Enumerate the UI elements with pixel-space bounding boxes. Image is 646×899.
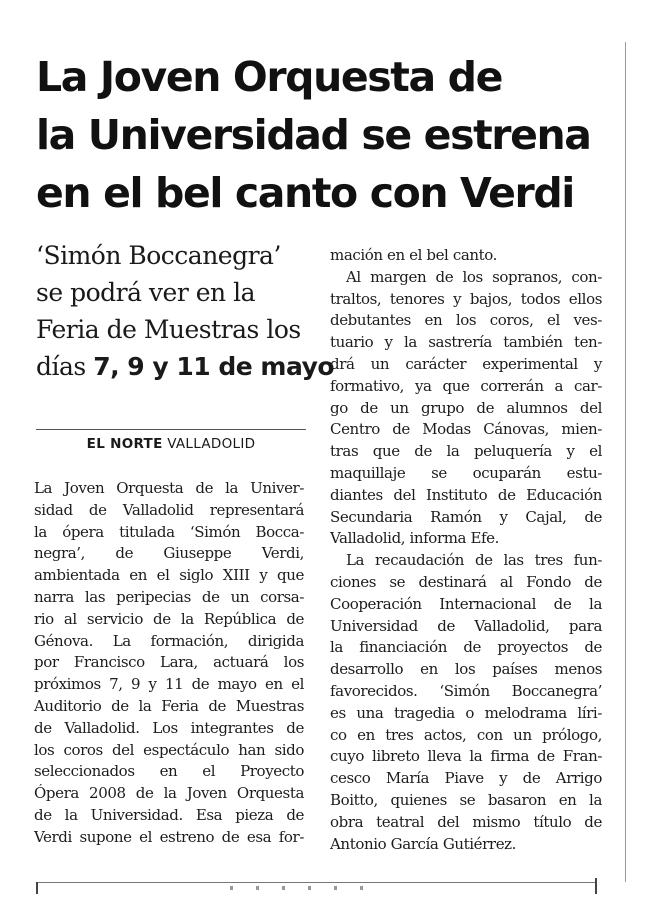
subhead-prefix: días — [36, 352, 94, 381]
body-line: Ópera 2008 de la Joven Orquesta — [34, 784, 304, 803]
body-line: rio al servicio de la República de — [34, 609, 304, 628]
body-line: por Francisco Lara, actuará los — [34, 653, 304, 672]
body-line: los coros del espectáculo han sido — [34, 740, 304, 759]
body-line: debutantes en los coros, el ves- — [330, 311, 602, 330]
body-line: ciones se destinará al Fondo de — [330, 572, 602, 591]
subhead-dates: 7, 9 y 11 de mayo — [93, 352, 335, 381]
headline-line: La Joven Orquesta de — [36, 53, 503, 101]
body-line: formativo, ya que correrán a car- — [330, 376, 602, 395]
body-line: La Joven Orquesta de la Univer- — [34, 479, 304, 497]
article-headline — [36, 48, 606, 222]
subhead-line — [36, 348, 335, 385]
body-line: la financiación de proyectos de — [330, 638, 602, 657]
body-line: tras que de la peluquería y el — [330, 442, 602, 461]
body-line: Boitto, quienes se basaron en la — [330, 790, 602, 809]
body-line: favorecidos. ‘Simón Boccanegra’ — [330, 681, 602, 700]
body-line: Al margen de los sopranos, con- — [346, 267, 602, 286]
body-line: Génova. La formación, dirigida — [34, 631, 304, 650]
byline — [36, 436, 306, 452]
headline-line: la Universidad se estrena — [36, 111, 591, 159]
body-line: cuyo libreto lleva la firma de Fran- — [330, 747, 602, 766]
scan-speck — [32, 10, 48, 16]
body-line: cesco María Piave y de Arrigo — [330, 769, 602, 788]
body-line: negra’, de Giuseppe Verdi, — [34, 544, 304, 563]
body-line: drá un carácter experimental y — [330, 354, 602, 373]
subhead-line: se podrá ver en la — [36, 278, 255, 307]
body-line: de Valladolid. Los integrantes de — [34, 718, 304, 737]
body-line: Secundaria Ramón y Cajal, de — [330, 507, 602, 526]
body-line: la ópera titulada ‘Simón Bocca- — [34, 522, 304, 541]
body-line: de la Universidad. Esa pieza de — [34, 805, 304, 824]
body-line: obra teatral del mismo título de — [330, 812, 602, 831]
body-line: ambientada en el siglo XIII y que — [34, 566, 304, 585]
body-line: Verdi supone el estreno de esa for- — [34, 827, 304, 846]
subhead-line: Feria de Muestras los — [36, 315, 301, 344]
body-line: desarrollo en los países menos — [330, 660, 602, 679]
byline-divider — [36, 429, 306, 430]
subhead-line: ‘Simón Boccanegra’ — [36, 241, 281, 270]
body-line: La recaudación de las tres fun- — [346, 551, 602, 570]
body-line: tuario y la sastrería también ten- — [330, 333, 602, 352]
body-line: Universidad de Valladolid, para — [330, 616, 602, 635]
body-column-left — [34, 478, 304, 849]
crop-mark — [36, 882, 38, 894]
body-line: Valladolid, informa Efe. — [330, 529, 499, 548]
byline-place: VALLADOLID — [167, 436, 256, 452]
body-line: co en tres actos, con un prólogo, — [330, 725, 602, 744]
body-line: go de un grupo de alumnos del — [330, 398, 602, 417]
column-border — [625, 42, 626, 882]
body-line: Auditorio de la Feria de Muestras — [34, 696, 304, 715]
article-subhead — [36, 237, 335, 385]
body-line: mación en el bel canto. — [330, 246, 497, 264]
body-line: maquillaje se ocuparán estu- — [330, 463, 602, 482]
body-line: narra las peripecias de un corsa- — [34, 587, 304, 606]
body-line: sidad de Valladolid representará — [34, 500, 304, 519]
body-line: es una tragedia o melodrama líri- — [330, 703, 602, 722]
body-line: Centro de Modas Cánovas, mien- — [330, 420, 602, 439]
body-line: Cooperación Internacional de la — [330, 594, 602, 613]
crop-mark — [595, 878, 597, 894]
body-line: Antonio García Gutiérrez. — [330, 834, 517, 853]
body-line: próximos 7, 9 y 11 de mayo en el — [34, 675, 304, 694]
scan-artifact — [230, 886, 370, 890]
body-column-right — [330, 245, 602, 855]
body-line: traltos, tenores y bajos, todos ellos — [330, 289, 602, 308]
bottom-rule — [36, 882, 596, 883]
body-line: diantes del Instituto de Educación — [330, 485, 602, 504]
byline-agency: EL NORTE — [86, 436, 163, 452]
headline-line: en el bel canto con Verdi — [36, 169, 574, 217]
body-line: seleccionados en el Proyecto — [34, 762, 304, 781]
